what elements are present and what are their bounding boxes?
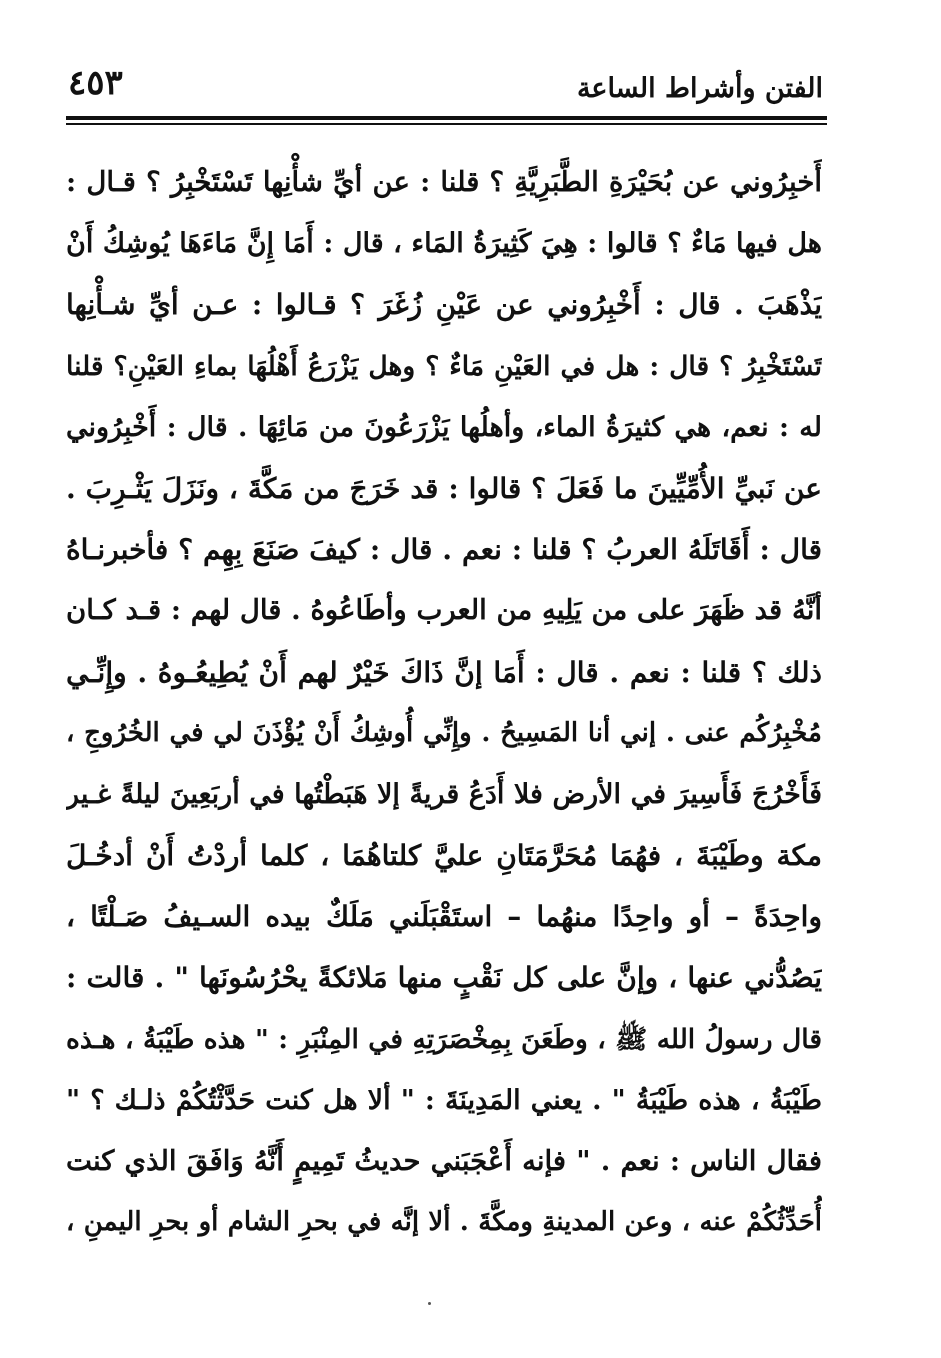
header-rule-thin (66, 123, 827, 125)
text-line-15: قال رسولُ الله ﷺ ، وطَعَنَ بِمِخْصَرَتِهِ في المِنْبَرِ : " هذه طَيْبَةُ ، هـذه (66, 1023, 822, 1055)
text-line-5: له : نعم، هي كثيرَةُ الماء، وأهلُها يَزْرَعُونَ من مَائِهَا . قال : أَخْبِرُوني (66, 411, 822, 443)
running-title: الفتن وأشراط الساعة (576, 73, 823, 104)
text-line-1: أَخبِرُوني عن بُحَيْرَةِ الطَّبَرِيَّةِ ؟ قلنا : عن أيِّ شأْنِها تَسْتَخْبِرُ ؟ قـال : (66, 166, 822, 198)
body-text (66, 152, 822, 1253)
text-line-14: يَصُدُّني عنها ، وإنَّ على كل نَقْبٍ منها مَلائكةً يحْرُسُونَها " . قالت : (66, 961, 822, 995)
text-line-2: هل فيها مَاءٌ ؟ قالوا : هِيَ كَثِيرَةُ المَاء ، قال : أَمَا إِنَّ مَاءَهَا يُوشِكُ أَنْ (66, 228, 822, 260)
page-header (66, 55, 827, 119)
text-line-8: أنَّهُ قد ظَهَرَ على من يَلِيهِ من العرب وأطَاعُوهُ . قال لهم : قـد كـان (66, 594, 822, 627)
text-line-11: فَأَخْرُجَ فَأَسِيرَ في الأرض فلا أَدَعُ قريةً إلا هَبَطْتُها في أربَعِينَ ليلةً غـير (66, 778, 822, 810)
text-line-3: يَذْهَبَ . قال : أَخْبِرُوني عن عَيْنِ زُغَرَ ؟ قـالوا : عـن أيِّ شـأْنِها (66, 288, 822, 322)
text-line-12: مكة وطَيْبَةَ ، فهُمَا مُحَرَّمَتَانِ عليَّ كلتاهُمَا ، كلما أردْتُ أَنْ أدخُـلَ (66, 839, 822, 873)
text-line-6: عن نَبيِّ الأُمِّيِّينَ ما فَعَلَ ؟ قالوا : قد خَرَجَ من مَكَّةَ ، ونَزَلَ يَثْـرِبَ . (66, 471, 822, 505)
text-line-9: ذلك ؟ قلنا : نعم . قال : أَمَا إنَّ ذَاكَ خَيْرٌ لهم أَنْ يُطِيعُـوهُ . وإِنِّـي (66, 655, 822, 689)
text-line-18: أُحَدِّثُكُمْ عنه ، وعن المدينةِ ومكَّةَ . ألا إنَّه في بحرِ الشام أو بحرِ اليمنِ ، (66, 1207, 822, 1238)
page-number: ٤٥٣ (68, 63, 123, 103)
text-line-7: قال : أَقَاتَلَهُ العربُ ؟ قلنا : نعم . قال : كيفَ صَنَعَ بِهِم ؟ فأخبرنـاهُ (66, 533, 822, 567)
header-rule-thick (66, 116, 827, 120)
text-line-10: مُخْبِرُكُم عنى . إني أنا المَسِيحُ . وإِنِّي أُوشِكُ أَنْ يُؤْذَنَ لي في الخُرُوجِ ، (66, 717, 822, 748)
text-line-17: فقال الناس : نعم . " فإنه أَعْجَبَني حديثُ تَمِيمٍ أَنَّهُ وَافَقَ الذي كنت (66, 1145, 822, 1177)
text-line-13: واحِدَةً – أو واحِدًا منهُما – استَقْبَلَني مَلَكٌ بيده السـيفُ صَـلْتًا ، (66, 900, 822, 934)
text-line-16: طَيْبَةُ ، هذه طَيْبَةُ " . يعني المَدِينَةَ : " ألا هل كنت حَدَّثْتُكُمْ ذلـك ؟ " (66, 1084, 822, 1116)
scan-speck (428, 1302, 431, 1305)
text-line-4: تَسْتَخْبِرُ ؟ قال : هل في العَيْنِ مَاءٌ ؟ وهل يَزْرَعُ أَهْلُهَا بماءِ العَيْنِ؟ قلنا (66, 350, 822, 382)
